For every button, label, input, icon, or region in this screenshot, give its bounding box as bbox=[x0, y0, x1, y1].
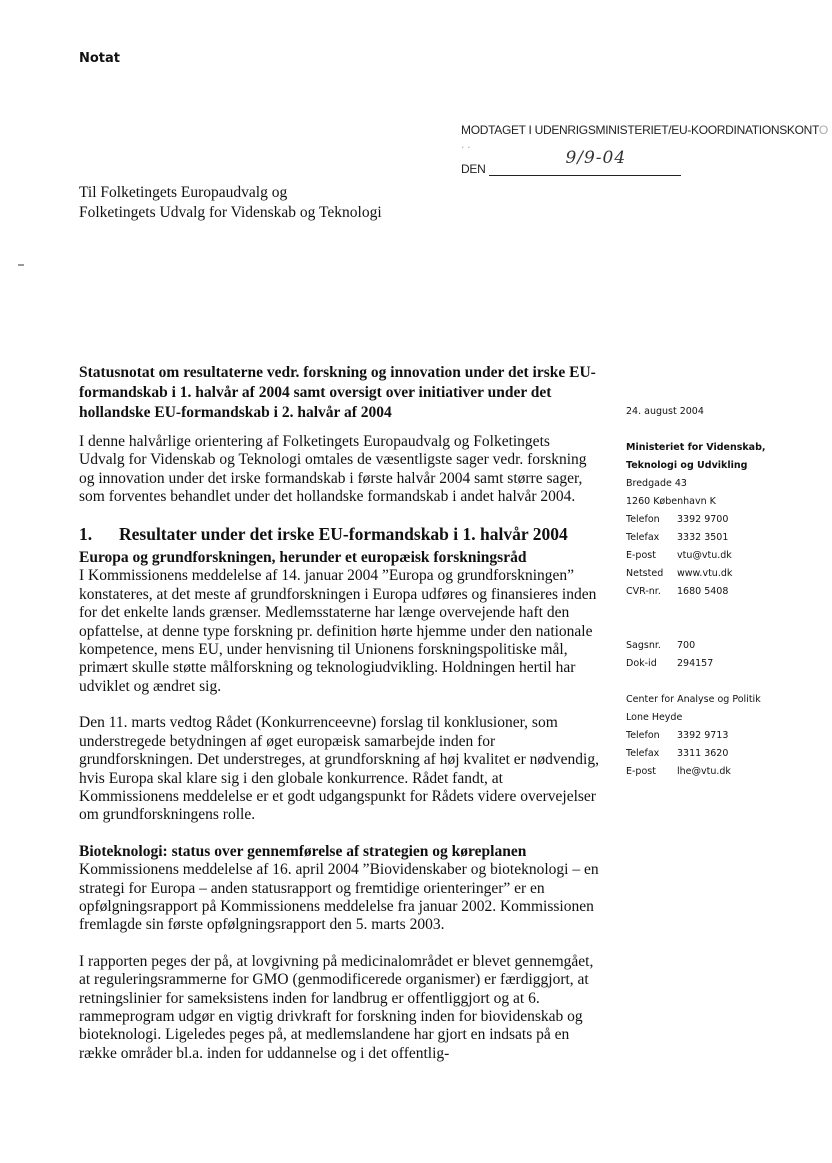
contact-label: E-post bbox=[626, 766, 656, 777]
case-value: 700 bbox=[677, 640, 696, 651]
contact-label: Netsted bbox=[626, 568, 664, 579]
contact-label: Telefon bbox=[626, 514, 660, 525]
section-1-title: Resultater under det irske EU-formandskab i 1. halvår 2004 bbox=[119, 523, 568, 544]
case-label: Dok-id bbox=[626, 658, 657, 669]
address-line-1: Bredgade 43 bbox=[626, 478, 687, 489]
case-value: 294157 bbox=[677, 658, 714, 669]
person-contact-row bbox=[626, 745, 826, 763]
contact-value: vtu@vtu.dk bbox=[677, 550, 732, 561]
sender-sidebar bbox=[626, 403, 826, 781]
document-title: Statusnotat om resultaterne vedr. forskning og innovation under det irske EU-formandskab i 1. halvår af 2004 samt oversigt over initiativer under det hollandske EU-formandskab i 2. halvår af 2004 bbox=[79, 364, 596, 421]
address-line-2: 1260 København K bbox=[626, 496, 716, 507]
stamp-date-line bbox=[489, 148, 681, 176]
received-stamp-main: MODTAGET I UDENRIGSMINISTERIET/EU-KOORDINATIONSKONT bbox=[461, 123, 819, 137]
intro-paragraph: I denne halvårlige orientering af Folketingets Europaudvalg og Folketingets Udvalg for Videnskab og Teknologi omtales de væsentligste sager vedr. forskning og innovation under det irske formandskab i første halvår 2004 samt større sager, som forventes behandlet under det hollandske formandskab i andet halvår 2004. bbox=[79, 433, 587, 506]
contact-row bbox=[626, 547, 826, 565]
contact-row bbox=[626, 583, 826, 601]
contact-row bbox=[626, 511, 826, 529]
received-stamp-text bbox=[461, 123, 832, 151]
person-contact-row bbox=[626, 727, 826, 745]
contact-value: lhe@vtu.dk bbox=[677, 766, 731, 777]
recipient-line-2: Folketingets Udvalg for Videnskab og Teknologi bbox=[79, 204, 382, 221]
ministry-name-line-1: Ministeriet for Videnskab, bbox=[626, 442, 766, 453]
contact-row bbox=[626, 529, 826, 547]
section-1-number: 1. bbox=[79, 523, 93, 544]
contact-value: 3332 3501 bbox=[677, 532, 729, 543]
document-type-label: Notat bbox=[79, 51, 121, 66]
stamp-date-row bbox=[461, 148, 832, 176]
subsection-biotech-heading: Bioteknologi: status over gennemførelse af strategien og køreplanen bbox=[79, 842, 527, 860]
subsection-basic-research-heading: Europa og grundforskningen, herunder et europæisk forskningsråd bbox=[79, 549, 527, 567]
contact-value: 3392 9713 bbox=[677, 730, 729, 741]
contact-value: 1680 5408 bbox=[677, 586, 729, 597]
biotech-paragraph-1: Kommissionens meddelelse af 16. april 2004 ”Biovidenskaber og bioteknologi – en strategi for Europa – anden statusrapport og fremtidige orienteringer” er en opfølgningsrapport på Kommissionens meddelelse fra januar 2002. Kommissionen fremlagde sin første opfølgningsrapport den 5. marts 2003. bbox=[79, 861, 599, 934]
received-stamp bbox=[461, 123, 832, 176]
section-1-heading bbox=[79, 525, 599, 543]
stamp-den-label: DEN bbox=[461, 162, 486, 176]
biotech-paragraph-2: I rapporten peges der på, at lovgivning på medicinalområdet er blevet gennemgået, at reguleringsrammerne for GMO (genmodificerede organismer) er færdiggjort, at retningslinier for sameksistens inden for landbrug er offentliggjort og at 6. rammeprogram udgør en vigtig drivkraft for forskning inden for biovidenskab og bioteknologi. Ligeledes peges på, at medlemslandene har gjort en indsats på en række områder bl.a. inden for uddannelse og i det offentlig- bbox=[79, 952, 594, 1062]
case-row bbox=[626, 655, 826, 673]
recipient-block bbox=[79, 183, 382, 223]
document-date: 24. august 2004 bbox=[626, 406, 704, 417]
case-label: Sagsnr. bbox=[626, 640, 661, 651]
person-contact-row bbox=[626, 763, 826, 781]
case-row bbox=[626, 637, 826, 655]
contact-row bbox=[626, 565, 826, 583]
ministry-name-line-2: Teknologi og Udvikling bbox=[626, 460, 748, 471]
basic-research-paragraph-1: I Kommissionens meddelelse af 14. januar 2004 ”Europa og grundforskningen” konstateres, at det meste af grundforskningen i Europa udføres og finansieres inden for det enkelte lands grænser. Medlemsstaterne har længe overvejende haft den opfattelse, at denne type forskning pr. definition hørte hjemme under den nationale kompetence, mens EU, under henvisning til Unionens forskningspolitiske mål, primært skulle støtte målforskning og teknologiudvikling. Holdningen hertil har udviklet og ændret sig. bbox=[79, 567, 597, 695]
contact-value: www.vtu.dk bbox=[677, 568, 733, 579]
received-stamp-faded: O . . bbox=[461, 123, 828, 151]
contact-value: 3392 9700 bbox=[677, 514, 729, 525]
contact-value: 3311 3620 bbox=[677, 748, 729, 759]
contact-person: Lone Heyde bbox=[626, 712, 683, 723]
scan-speck bbox=[18, 264, 24, 266]
main-body bbox=[79, 433, 599, 1063]
contact-label: Telefon bbox=[626, 730, 660, 741]
contact-label: Telefax bbox=[626, 532, 660, 543]
contact-label: E-post bbox=[626, 550, 656, 561]
recipient-line-1: Til Folketingets Europaudvalg og bbox=[79, 184, 288, 201]
contact-label: Telefax bbox=[626, 748, 660, 759]
handwritten-date: 9/9-04 bbox=[565, 148, 627, 168]
contact-label: CVR-nr. bbox=[626, 586, 661, 597]
unit-name: Center for Analyse og Politik bbox=[626, 694, 761, 705]
basic-research-paragraph-2: Den 11. marts vedtog Rådet (Konkurrenceevne) forslag til konklusioner, som understregede betydningen af øget europæisk samarbejde inden for grundforskningen. Det understreges, at grundforskning af høj kvalitet er nødvendig, hvis Europa skal klare sig i den globale konkurrence. Rådet fandt, at Kommissionens meddelelse er et godt udgangspunkt for Rådets videre overvejelser om grundforskningens rolle. bbox=[79, 714, 599, 824]
